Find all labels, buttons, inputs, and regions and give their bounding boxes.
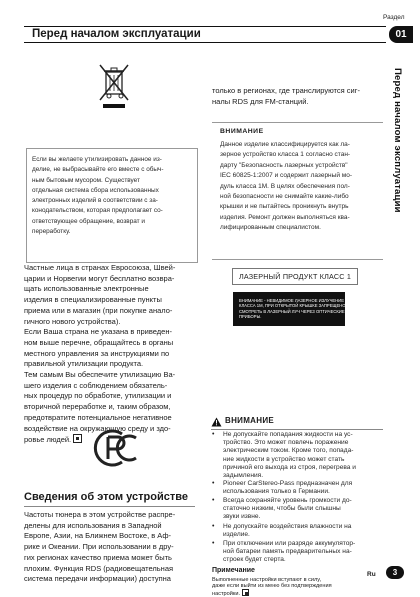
disposal-line: конодательством, которая предполагает со- [32, 207, 163, 215]
disposal-line: электронных изделий в соответствии с за- [32, 197, 158, 205]
warning-line: ние жидкости в устройство может стать [223, 455, 345, 463]
laser-class-label: ЛАЗЕРНЫЙ ПРОДУКТ КЛАСС 1 [232, 268, 358, 285]
caution-line: дуль класса 1M. В целях обеспечения пол- [220, 182, 350, 190]
device-info-text [24, 510, 175, 585]
body-line: налы RDS для FM-станций. [212, 96, 309, 106]
rds-continuation-text [212, 86, 360, 107]
page-title: Перед началом эксплуатации [32, 28, 201, 40]
note-line: даже если выйти из меню без подтверждения [212, 583, 332, 589]
body-line: правильной утилизации продукта. [24, 359, 144, 369]
note-title: Примечание [212, 567, 255, 574]
body-line: предотвратите потенциальное негативное [24, 412, 172, 422]
bullet-icon: • [212, 540, 215, 547]
body-line: Частоты тюнера в этом устройстве распре- [24, 510, 176, 519]
caution-line: зерное устройство класса 1 согласно стан- [220, 151, 351, 159]
bullet-icon: • [212, 523, 215, 530]
bullet-icon: • [212, 431, 215, 438]
disposal-line: делие, не выбрасывайте его вместе с обыч- [32, 166, 164, 174]
warning-line: Не допускайте попадания жидкости на ус- [223, 431, 353, 438]
body-line: Тем самым Вы обеспечите утилизацию Ва- [24, 370, 176, 380]
warning-item [223, 497, 352, 522]
caution-title: ВНИМАНИЕ [220, 128, 264, 135]
section-tag-label: Раздел [383, 14, 405, 21]
body-line: шего изделия с соблюдением обязатель- [24, 380, 168, 390]
warning-triangle-icon [211, 417, 222, 427]
section-heading-divider [24, 506, 195, 507]
caution-divider-bottom [212, 259, 383, 260]
warning-line: Pioneer CarStereo-Pass предназначен для [223, 480, 353, 487]
warning-item [223, 480, 352, 496]
body-line: изделия в специализированные пункты [24, 295, 162, 305]
crossed-out-bin-icon [97, 60, 131, 112]
note-line: Выполненные настройки вступают в силу, [212, 577, 322, 583]
body-line: воздействие на окружающую среду и здо- [24, 423, 171, 433]
note-line: настройки. [212, 589, 332, 597]
warning-divider [211, 429, 383, 430]
plate-line: ВНИМАНИЕ - НЕВИДИМОЕ ЛАЗЕРНОЕ ИЗЛУЧЕНИЕ [239, 298, 344, 303]
body-line: царии и Норвегии могут бесплатно возвра- [24, 273, 175, 283]
body-line: ном выше перечне, обращайтесь в органы [24, 337, 174, 347]
bullet-icon: • [212, 480, 215, 487]
body-line: плохим. Функция RDS (радиовещательная [24, 563, 174, 573]
laser-warning-plate [233, 292, 345, 326]
warning-line: строек будет стерта. [223, 556, 286, 564]
warning-line: статочно низким, чтобы были слышны [223, 505, 341, 513]
body-line: гих регионах качество приема может быть [24, 552, 172, 562]
note-text [212, 577, 332, 597]
warning-line: звуки извне. [223, 513, 261, 521]
section-heading: Сведения об этом устройстве [24, 491, 188, 503]
warning-line: электрическим током. Кроме того, попада- [223, 447, 354, 455]
body-line: только в регионах, где транслируются сиг- [212, 86, 360, 95]
caution-text [220, 140, 352, 234]
warning-line: Всегда сохраняйте уровень громкости до- [223, 497, 352, 504]
body-line: гичного нового устройства). [24, 316, 121, 326]
body-line: щать использованные электронные [24, 284, 149, 294]
body-line: Европе, Азии, на Ближнем Востоке, в Аф- [24, 531, 172, 541]
body-line: приема или в магазин (при покупке анало- [24, 305, 173, 315]
body-line: вторичной переработке и, таким образом, [24, 402, 171, 412]
body-line: делены для использования в Западной [24, 520, 162, 530]
section-number-badge: 01 [389, 26, 413, 43]
warning-item [223, 540, 355, 565]
warning-line: причиной его выхода из строя, перегрева и [223, 463, 356, 471]
caution-line: Данное изделие классифицируется как ла- [220, 141, 350, 148]
caution-line: дарту "Безопасность лазерных устройств" [220, 161, 348, 169]
body-line: система передачи информации) доступна [24, 574, 171, 584]
caution-line: ной безопасности не снимайте какие-либо [220, 193, 349, 201]
caution-divider-top [212, 122, 383, 123]
disposal-line: отдельная система сбора использованных [32, 186, 159, 194]
warning-item [223, 523, 351, 539]
disposal-line: Если вы желаете утилизировать данное из- [32, 156, 162, 163]
page-number-badge: 3 [386, 566, 404, 579]
caution-line: лифицированным специалистом. [220, 224, 321, 232]
disposal-body-text [24, 263, 175, 446]
disposal-line: переработку. [32, 228, 71, 236]
warning-line: ной батареи память предварительных на- [223, 548, 352, 556]
certification-mark-icon [92, 428, 140, 468]
footer-language: Ru [367, 571, 376, 578]
plate-line: КЛАССА 1M, ПРИ ОТКРЫТОЙ КРЫШКЕ ЗАПРЕЩЕНО [239, 303, 346, 309]
warning-line: Не допускайте воздействия влажности на [223, 523, 352, 530]
warning-title: ВНИМАНИЕ [225, 416, 275, 425]
caution-line: IEC 60825-1:2007 и содержит лазерный мо- [220, 172, 353, 180]
warning-line: использования только в Германии. [223, 488, 330, 496]
bullet-icon: • [212, 497, 215, 504]
plate-line: СМОТРЕТЬ В ЛАЗЕРНЫЙ ЛУЧ ЧЕРЕЗ ОПТИЧЕСКИЕ [239, 308, 345, 314]
warning-line: тройство. Это может повлечь поражение [223, 439, 349, 447]
body-line: ровье людей. [24, 435, 72, 445]
warning-line: При отключении или разряде аккумулятор- [223, 540, 356, 547]
disposal-line: ответствующее обращение, возврат и [32, 217, 145, 225]
disposal-info-text [32, 155, 192, 237]
caution-line: изделия. Ремонт должен выполняться ква- [220, 213, 350, 221]
body-line: Если Ваша страна не указана в приведен- [24, 327, 172, 337]
body-line: Частные лица в странах Евросоюза, Швей- [24, 263, 176, 272]
warning-line: задымления. [223, 472, 264, 480]
body-line: рике и Океании. При использовании в дру- [24, 542, 174, 552]
plate-line: ПРИБОРЫ. [239, 314, 262, 320]
end-mark-icon [73, 434, 82, 443]
body-line: местного управления за инструкциями по [24, 348, 170, 358]
body-line: ных процедур по обработке, утилизации и [24, 391, 172, 401]
side-tab-label: Перед началом эксплуатации [392, 68, 403, 213]
warning-item [223, 431, 356, 480]
warning-line: изделие. [223, 531, 250, 539]
caution-line: крышки и не пытайтесь проникнуть внутрь [220, 203, 349, 211]
disposal-line: ным бытовым мусором. Существует [32, 176, 140, 184]
